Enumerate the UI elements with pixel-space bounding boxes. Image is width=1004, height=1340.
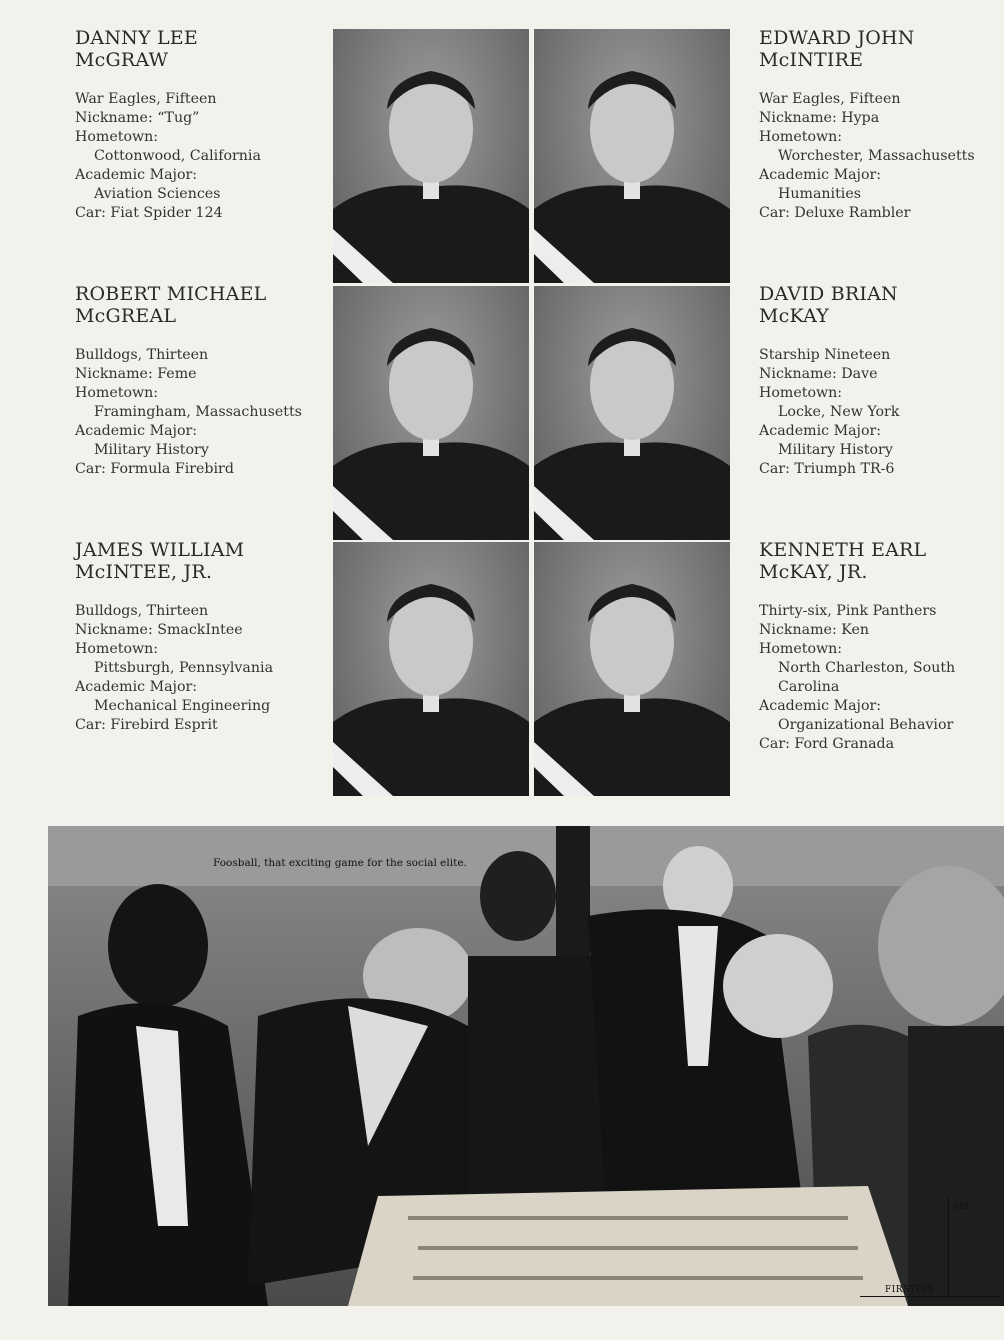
bio-mcintee xyxy=(75,539,325,735)
cadet-name: DANNY LEE McGRAW xyxy=(75,27,198,71)
nickname: Nickname: Dave xyxy=(759,366,878,382)
candid-photo-foosball xyxy=(48,826,1004,1306)
major-label: Academic Major: xyxy=(75,679,198,695)
page-number: 345 xyxy=(952,1202,970,1212)
portrait-mckay-kenneth xyxy=(534,542,730,796)
portrait-mcintee xyxy=(333,542,529,796)
nickname: Nickname: “Tug” xyxy=(75,110,200,126)
squadron: Bulldogs, Thirteen xyxy=(75,603,209,619)
major: Organizational Behavior xyxy=(778,717,954,733)
footer-rule-vertical xyxy=(948,1196,949,1297)
major-label: Academic Major: xyxy=(759,167,882,183)
squadron: War Eagles, Fifteen xyxy=(75,91,217,107)
car: Car: Formula Firebird xyxy=(75,461,234,477)
bio-mcgraw xyxy=(75,27,325,223)
hometown-label: Hometown: xyxy=(75,641,159,657)
section-label: FIRSTIES xyxy=(885,1285,935,1295)
major-label: Academic Major: xyxy=(75,423,198,439)
hometown: Cottonwood, California xyxy=(94,148,261,164)
nickname: Nickname: Feme xyxy=(75,366,197,382)
hometown: Framingham, Massachusetts xyxy=(94,404,302,420)
car: Car: Deluxe Rambler xyxy=(759,205,911,221)
portrait-mcgreal xyxy=(333,286,529,540)
squadron: Starship Nineteen xyxy=(759,347,891,363)
hometown: Pittsburgh, Pennsylvania xyxy=(94,660,274,676)
major: Aviation Sciences xyxy=(94,186,221,202)
portrait-silhouette xyxy=(534,29,730,283)
hometown: Locke, New York xyxy=(778,404,900,420)
hometown-label: Hometown: xyxy=(75,385,159,401)
portrait-mckay-david xyxy=(534,286,730,540)
nickname: Nickname: SmackIntee xyxy=(75,622,243,638)
bio-mcintire xyxy=(759,27,999,223)
portrait-silhouette xyxy=(333,286,529,540)
hometown: Worchester, Massachusetts xyxy=(778,148,975,164)
portrait-mcgraw xyxy=(333,29,529,283)
major-label: Academic Major: xyxy=(759,423,882,439)
hometown-label: Hometown: xyxy=(759,129,843,145)
major: Military History xyxy=(94,442,209,458)
bio-mckay-kenneth xyxy=(759,539,989,754)
footer-rule-horizontal xyxy=(860,1296,1000,1297)
portrait-silhouette xyxy=(333,542,529,796)
hometown: North Charleston, South Carolina xyxy=(778,660,956,695)
hometown-label: Hometown: xyxy=(759,385,843,401)
portrait-silhouette xyxy=(333,29,529,283)
portrait-silhouette xyxy=(534,542,730,796)
cadet-name: KENNETH EARL McKAY, JR. xyxy=(759,539,927,583)
major-label: Academic Major: xyxy=(759,698,882,714)
major: Mechanical Engineering xyxy=(94,698,271,714)
bio-mckay-david xyxy=(759,283,999,479)
car: Car: Triumph TR-6 xyxy=(759,461,895,477)
nickname: Nickname: Hypa xyxy=(759,110,880,126)
car: Car: Firebird Esprit xyxy=(75,717,218,733)
nickname: Nickname: Ken xyxy=(759,622,869,638)
cadet-name: DAVID BRIAN McKAY xyxy=(759,283,898,327)
cadet-name: EDWARD JOHN McINTIRE xyxy=(759,27,915,71)
major: Humanities xyxy=(778,186,862,202)
photo-caption: Foosball, that exciting game for the social elite. xyxy=(213,857,467,869)
major-label: Academic Major: xyxy=(75,167,198,183)
car: Car: Fiat Spider 124 xyxy=(75,205,223,221)
portrait-silhouette xyxy=(534,286,730,540)
cadet-name: JAMES WILLIAM McINTEE, JR. xyxy=(75,539,245,583)
squadron: War Eagles, Fifteen xyxy=(759,91,901,107)
car: Car: Ford Granada xyxy=(759,736,895,752)
cadet-name: ROBERT MICHAEL McGREAL xyxy=(75,283,267,327)
hometown-label: Hometown: xyxy=(75,129,159,145)
squadron: Bulldogs, Thirteen xyxy=(75,347,209,363)
hometown-label: Hometown: xyxy=(759,641,843,657)
bio-mcgreal xyxy=(75,283,325,479)
portrait-mcintire xyxy=(534,29,730,283)
major: Military History xyxy=(778,442,893,458)
squadron: Thirty-six, Pink Panthers xyxy=(759,603,937,619)
